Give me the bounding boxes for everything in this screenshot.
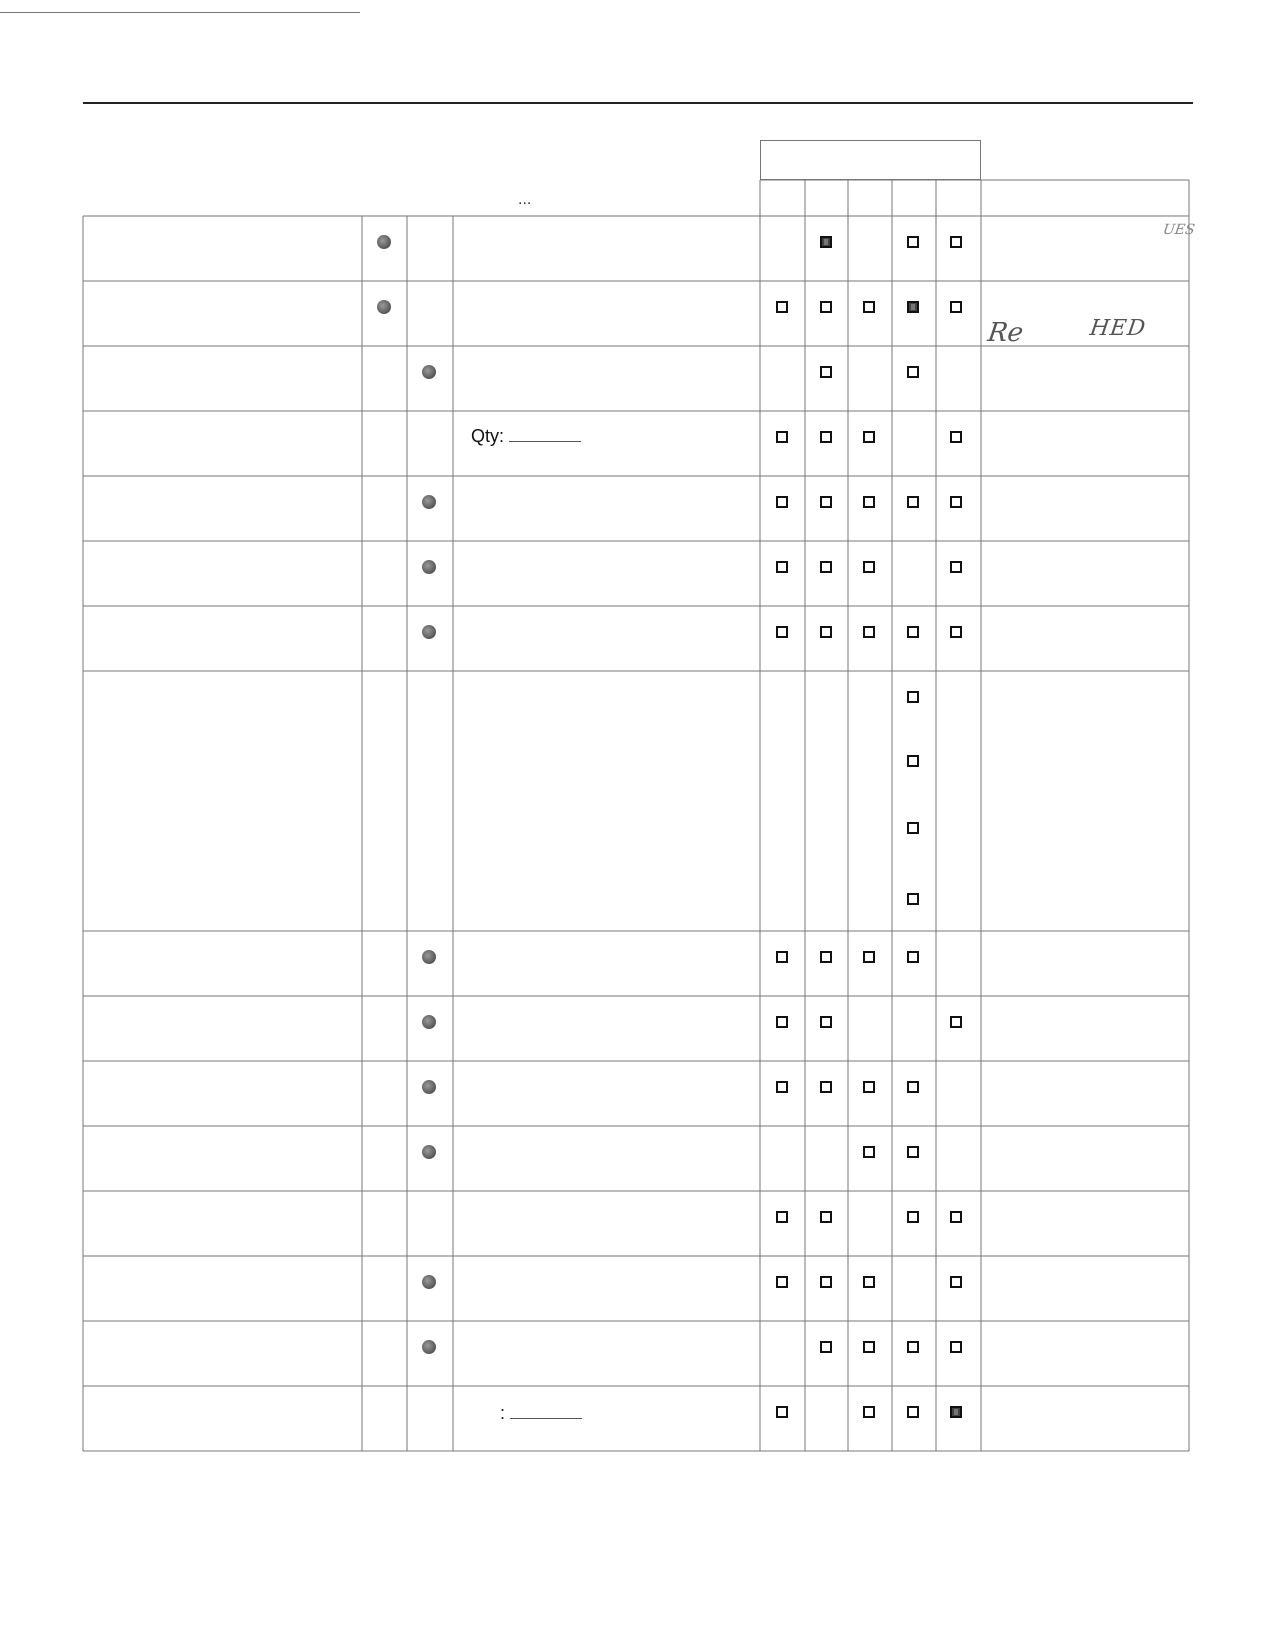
checkbox[interactable] <box>820 561 832 573</box>
checkbox[interactable] <box>776 1016 788 1028</box>
checkbox[interactable] <box>863 1276 875 1288</box>
checkbox[interactable] <box>950 626 962 638</box>
checkbox[interactable] <box>907 1406 919 1418</box>
checkbox[interactable] <box>950 431 962 443</box>
checkbox[interactable] <box>907 496 919 508</box>
checkbox[interactable] <box>907 691 919 703</box>
filled-dot <box>422 1145 436 1159</box>
checkbox[interactable] <box>907 755 919 767</box>
checkbox[interactable] <box>907 626 919 638</box>
checkbox[interactable] <box>863 626 875 638</box>
checkbox[interactable] <box>907 951 919 963</box>
filled-dot <box>422 1340 436 1354</box>
colon-field <box>500 1403 582 1424</box>
qty-field <box>471 426 581 447</box>
checkbox[interactable] <box>950 301 962 313</box>
filled-dot <box>377 300 391 314</box>
checkbox-checked[interactable] <box>950 1406 962 1418</box>
colon-label: : <box>500 1403 511 1423</box>
checkbox-checked[interactable] <box>820 236 832 248</box>
checkbox[interactable] <box>907 1146 919 1158</box>
checkbox[interactable] <box>776 1276 788 1288</box>
checkbox[interactable] <box>820 496 832 508</box>
checkbox[interactable] <box>820 1276 832 1288</box>
filled-dot <box>422 1275 436 1289</box>
checkbox[interactable] <box>863 431 875 443</box>
filled-dot <box>422 560 436 574</box>
checkbox[interactable] <box>950 1341 962 1353</box>
checkbox[interactable] <box>776 1081 788 1093</box>
handwritten-note-right: HED <box>1088 316 1148 341</box>
checkbox[interactable] <box>776 431 788 443</box>
checkbox[interactable] <box>820 626 832 638</box>
checkbox[interactable] <box>950 1276 962 1288</box>
checkbox[interactable] <box>907 822 919 834</box>
checkbox[interactable] <box>820 366 832 378</box>
filled-dot <box>422 625 436 639</box>
checkbox[interactable] <box>950 1211 962 1223</box>
checkbox[interactable] <box>863 301 875 313</box>
checkbox[interactable] <box>907 236 919 248</box>
filled-dot <box>377 235 391 249</box>
checkbox[interactable] <box>776 626 788 638</box>
colon-blank[interactable] <box>510 1404 582 1419</box>
checkbox[interactable] <box>776 951 788 963</box>
checkbox[interactable] <box>907 893 919 905</box>
checkbox[interactable] <box>863 561 875 573</box>
checkbox[interactable] <box>907 1081 919 1093</box>
handwritten-note-top: UES <box>1161 222 1196 238</box>
qty-label: Qty: <box>471 426 510 446</box>
handwritten-note-left: Re <box>985 318 1026 348</box>
checkbox[interactable] <box>863 1406 875 1418</box>
checkbox[interactable] <box>863 1146 875 1158</box>
checkbox[interactable] <box>907 1341 919 1353</box>
filled-dot <box>422 365 436 379</box>
checkbox[interactable] <box>820 1341 832 1353</box>
checkbox[interactable] <box>950 236 962 248</box>
checkbox[interactable] <box>950 1016 962 1028</box>
checkbox[interactable] <box>820 431 832 443</box>
checkbox[interactable] <box>863 951 875 963</box>
filled-dot <box>422 950 436 964</box>
checkbox[interactable] <box>863 496 875 508</box>
checkbox[interactable] <box>863 1341 875 1353</box>
checkbox[interactable] <box>820 1016 832 1028</box>
checkbox[interactable] <box>907 366 919 378</box>
checkbox[interactable] <box>776 1406 788 1418</box>
qty-blank[interactable] <box>509 427 581 442</box>
checkbox[interactable] <box>776 1211 788 1223</box>
filled-dot <box>422 495 436 509</box>
checkbox[interactable] <box>776 496 788 508</box>
checkbox-checked[interactable] <box>907 301 919 313</box>
checkbox[interactable] <box>776 301 788 313</box>
checkbox[interactable] <box>820 301 832 313</box>
checkbox[interactable] <box>820 951 832 963</box>
checkbox[interactable] <box>907 1211 919 1223</box>
filled-dot <box>422 1080 436 1094</box>
checkbox[interactable] <box>863 1081 875 1093</box>
checkbox[interactable] <box>820 1211 832 1223</box>
checkbox[interactable] <box>776 561 788 573</box>
filled-dot <box>422 1015 436 1029</box>
checkbox[interactable] <box>950 561 962 573</box>
checkbox[interactable] <box>950 496 962 508</box>
header-ellipsis: ... <box>518 191 532 208</box>
checkbox[interactable] <box>820 1081 832 1093</box>
